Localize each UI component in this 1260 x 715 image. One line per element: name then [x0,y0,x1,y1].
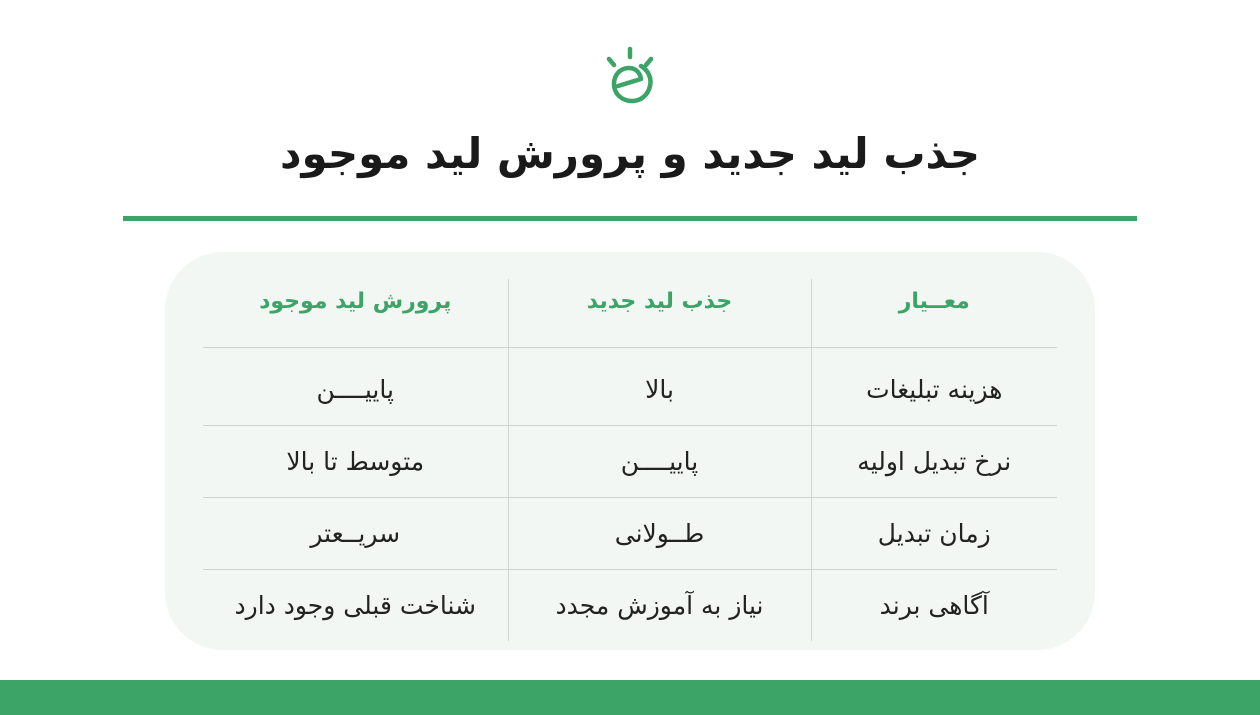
table-cell: طــولانی [508,497,811,569]
table-cell: هزینه تبلیغات [811,347,1057,425]
comparison-card [165,252,1095,650]
table-cell: نرخ تبدیل اولیه [811,425,1057,497]
table-cell: پاییــــن [203,347,508,425]
title-divider [123,216,1137,221]
comparison-table [203,279,1057,641]
column-header-new-lead: جذب لید جدید [508,279,811,347]
table-cell: زمان تبدیل [811,497,1057,569]
table-header-row [203,279,1057,347]
page-title: جذب لید جدید و پرورش لید موجود [279,129,981,178]
table-cell: شناخت قبلی وجود دارد [203,569,508,641]
table-cell: متوسط تا بالا [203,425,508,497]
column-header-criterion: معــیار [898,289,970,315]
table-cell: سریــعتر [203,497,508,569]
table-row [203,569,1057,641]
footer-bar [0,680,1260,715]
table-row [203,497,1057,569]
table-row [203,425,1057,497]
table-cell: نیاز به آموزش مجدد [508,569,811,641]
column-header-existing-lead: پرورش لید موجود [203,279,508,347]
lightbulb-smile-logo-icon [598,46,662,108]
table-cell: آگاهی برند [811,569,1057,641]
table-row [203,347,1057,425]
table-cell: بالا [508,347,811,425]
table-cell: پاییــــن [508,425,811,497]
